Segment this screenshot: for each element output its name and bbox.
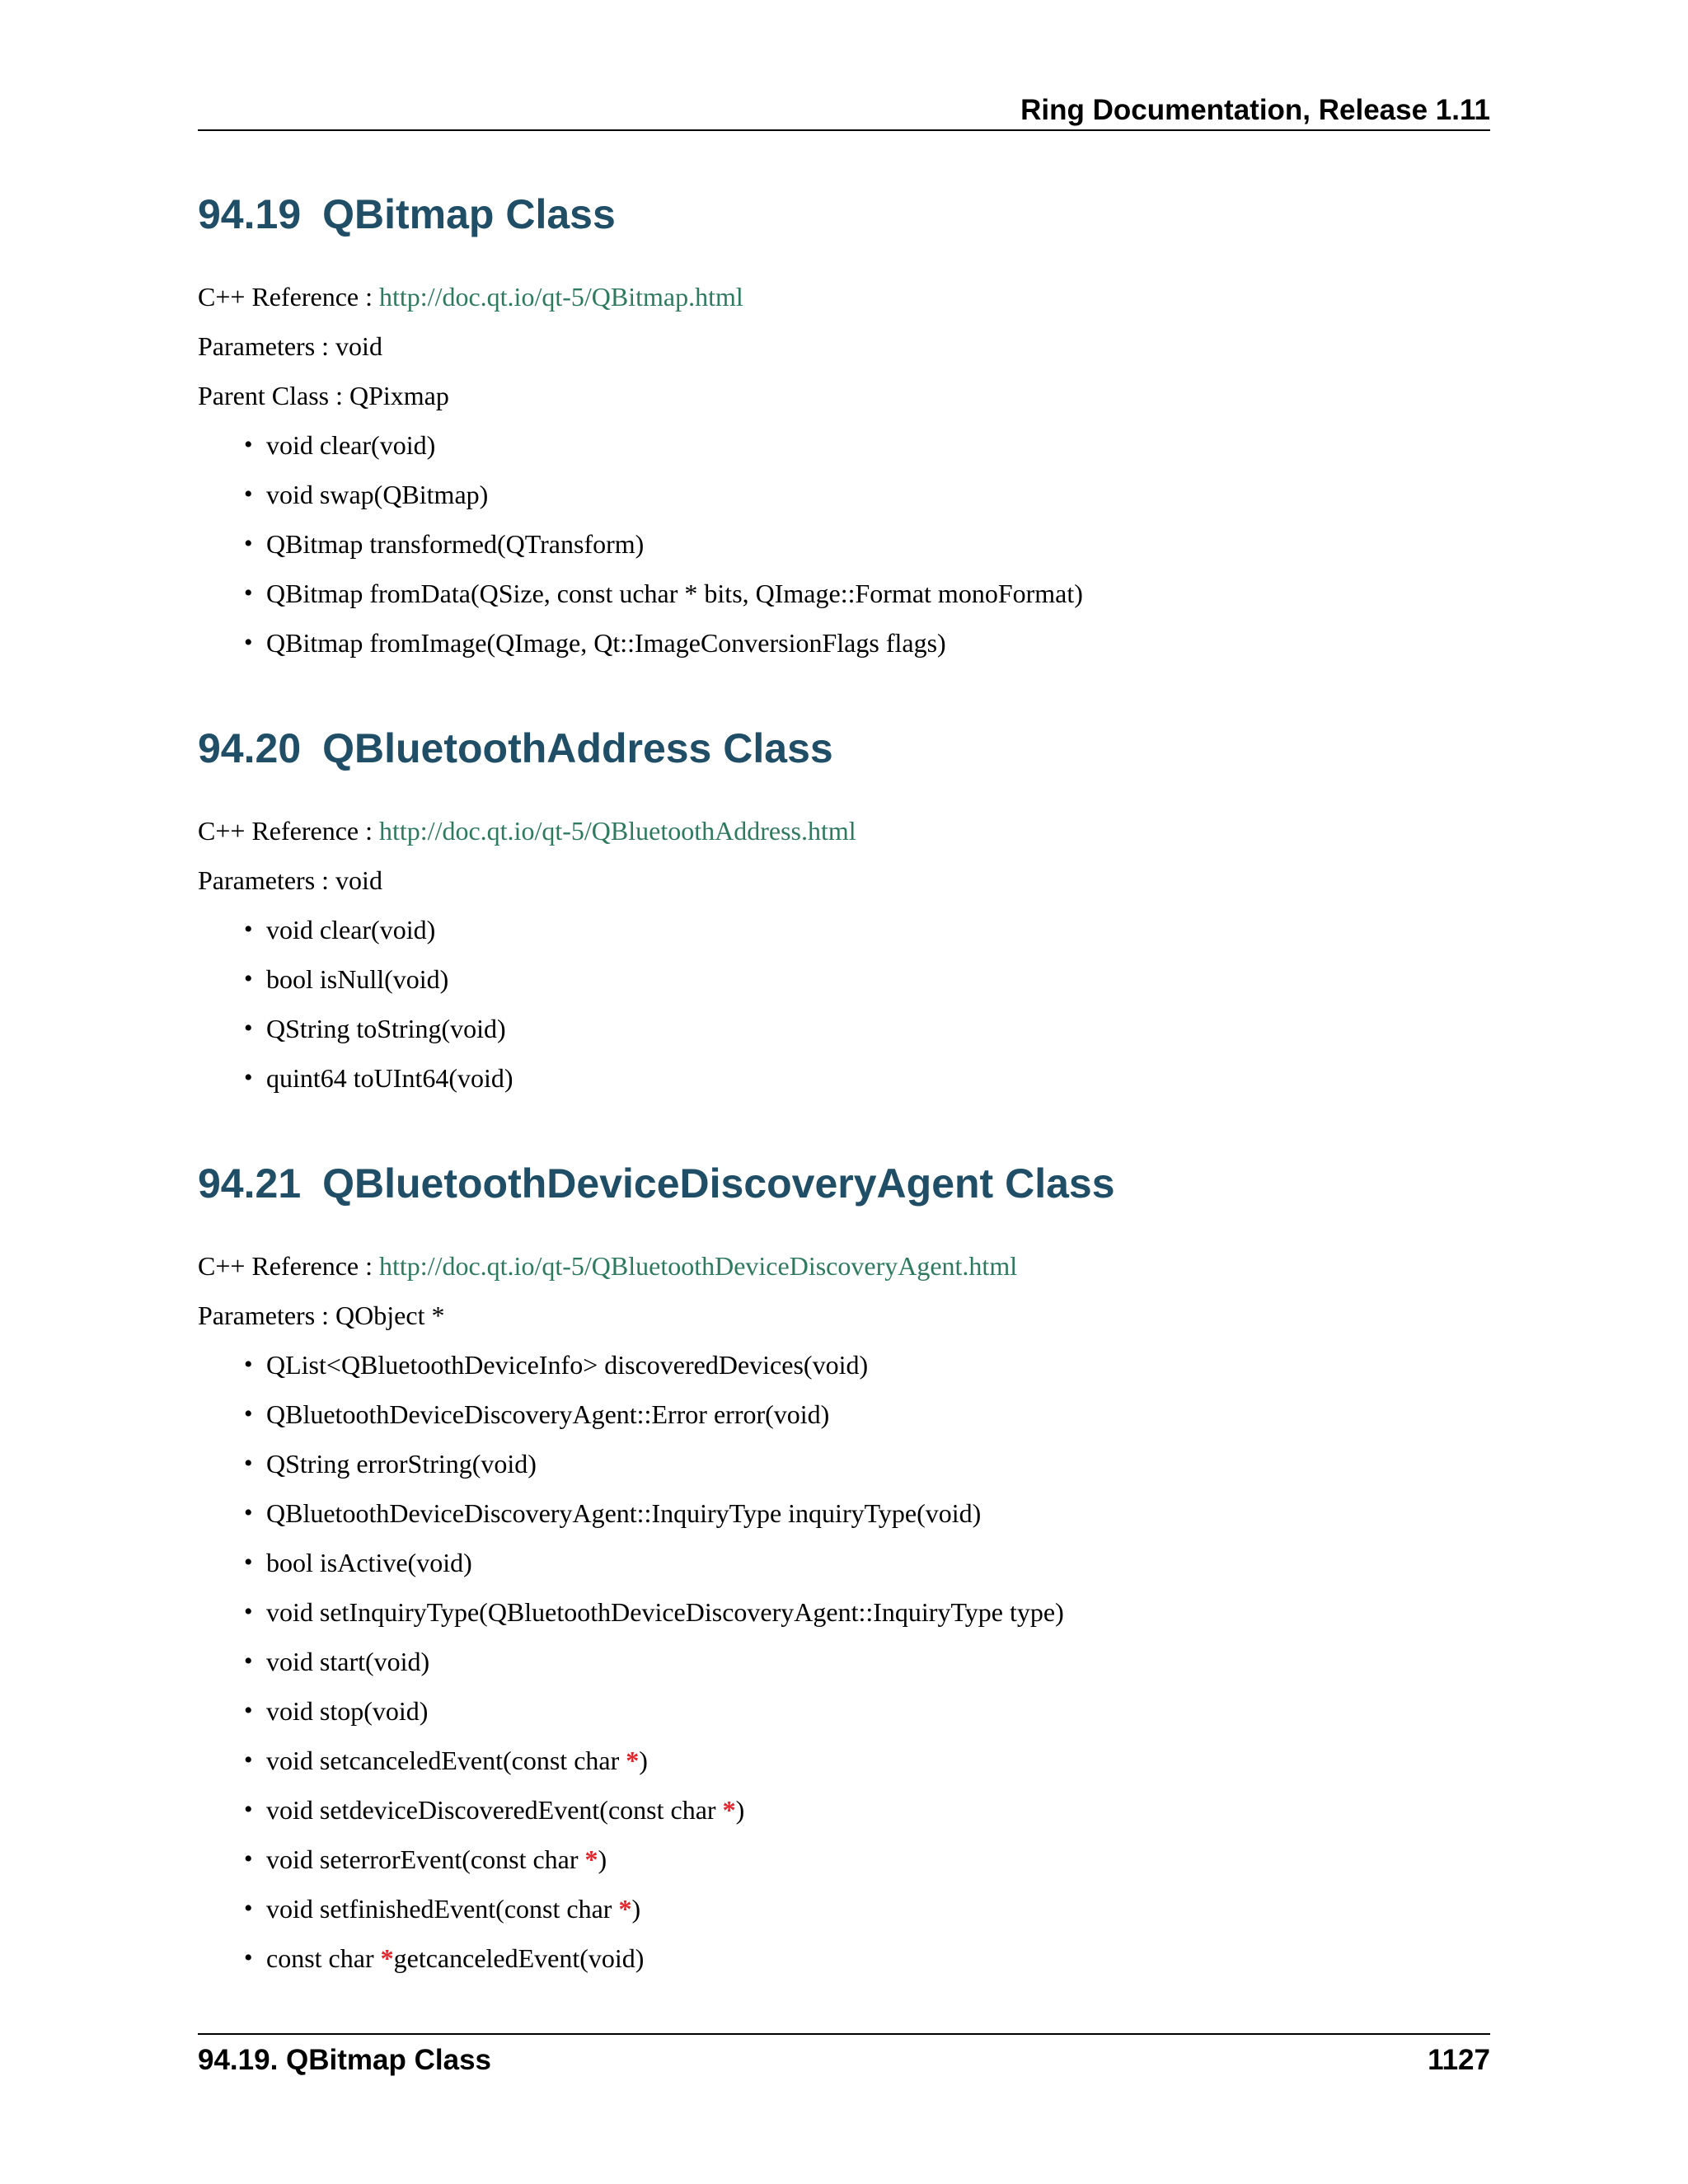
method-text: void setcanceledEvent(const char [266,1746,626,1775]
method-item: • void clear(void) [244,420,1490,470]
method-item: • quint64 toUInt64(void) [244,1053,1490,1103]
parameters-line: Parameters : void [198,865,382,895]
header-divider [198,129,1490,131]
method-text: void setfinishedEvent(const char [266,1894,619,1924]
cpp-reference-line [198,806,1490,855]
section-qbluetoothaddress [198,715,1490,1103]
method-item: • void clear(void) [244,905,1490,954]
method-item: • QBluetoothDeviceDiscoveryAgent::InquiryType inquiryType(void) [244,1488,1490,1538]
method-text: ) [631,1894,641,1924]
pointer-asterisk: * [618,1894,632,1924]
method-item: • QBitmap transformed(QTransform) [244,519,1490,569]
method-item: • QBitmap fromImage(QImage, Qt::ImageConversionFlags flags) [244,618,1490,668]
method-list [198,905,1490,1103]
method-item: • QList<QBluetoothDeviceInfo> discoveredDevices(void) [244,1340,1490,1390]
method-text: void setdeviceDiscoveredEvent(const char [266,1795,723,1825]
method-item: • void stop(void) [244,1686,1490,1736]
section-title [198,1151,1490,1216]
section-number: 94.20 [198,725,302,771]
pointer-asterisk: * [626,1746,640,1775]
cpp-reference-line [198,1241,1490,1291]
method-item [244,1884,1490,1933]
section-heading-text: QBitmap Class [322,191,616,237]
method-item: • void setInquiryType(QBluetoothDeviceDiscoveryAgent::InquiryType type) [244,1587,1490,1637]
section-heading-text: QBluetoothDeviceDiscoveryAgent Class [322,1160,1115,1207]
method-item [244,1785,1490,1835]
section-title [198,181,1490,247]
cpp-reference-link[interactable]: http://doc.qt.io/qt-5/QBitmap.html [379,282,743,312]
method-item: • QBluetoothDeviceDiscoveryAgent::Error error(void) [244,1390,1490,1439]
parameters-line: Parameters : void [198,331,382,361]
document-page [198,0,1490,2184]
method-item: • QString errorString(void) [244,1439,1490,1488]
section-qbluetoothdevicediscoveryagent [198,1151,1490,1983]
page-number: 1127 [1428,2044,1490,2076]
method-text: void seterrorEvent(const char [266,1844,585,1874]
method-text: ) [639,1746,648,1775]
cpp-reference-label: C++ Reference : [198,816,379,846]
method-list [198,420,1490,668]
section-number: 94.19 [198,191,302,237]
cpp-reference-label: C++ Reference : [198,1251,379,1281]
method-item: • QBitmap fromData(QSize, const uchar * bits, QImage::Format monoFormat) [244,569,1490,618]
method-item: • QString toString(void) [244,1004,1490,1053]
section-heading-text: QBluetoothAddress Class [322,725,833,771]
method-item [244,1736,1490,1785]
parameters-line: Parameters : QObject * [198,1301,445,1330]
cpp-reference-link[interactable]: http://doc.qt.io/qt-5/QBluetoothAddress.html [379,816,856,846]
method-item [244,1835,1490,1884]
cpp-reference-line [198,272,1490,321]
method-text: ) [735,1795,745,1825]
cpp-reference-link[interactable]: http://doc.qt.io/qt-5/QBluetoothDeviceDiscoveryAgent.html [379,1251,1018,1281]
method-list [198,1340,1490,1983]
pointer-asterisk: * [584,1844,598,1874]
pointer-asterisk: * [722,1795,736,1825]
method-text: getcanceledEvent(void) [393,1943,645,1973]
cpp-reference-label: C++ Reference : [198,282,379,312]
running-header: Ring Documentation, Release 1.11 [1020,94,1490,126]
page-content [198,181,1490,1983]
method-item [244,1933,1490,1983]
method-item: • bool isNull(void) [244,954,1490,1004]
method-item: • void start(void) [244,1637,1490,1686]
page-footer [198,2041,1490,2080]
section-number: 94.21 [198,1160,302,1207]
method-item: • void swap(QBitmap) [244,470,1490,519]
section-qbitmap [198,181,1490,668]
method-text: ) [598,1844,607,1874]
footer-section-title: 94.19. QBitmap Class [198,2044,491,2076]
parent-class-line: Parent Class : QPixmap [198,381,449,410]
pointer-asterisk: * [380,1943,394,1973]
method-text: const char [266,1943,381,1973]
section-title [198,715,1490,781]
footer-divider [198,2033,1490,2035]
method-item: • bool isActive(void) [244,1538,1490,1587]
